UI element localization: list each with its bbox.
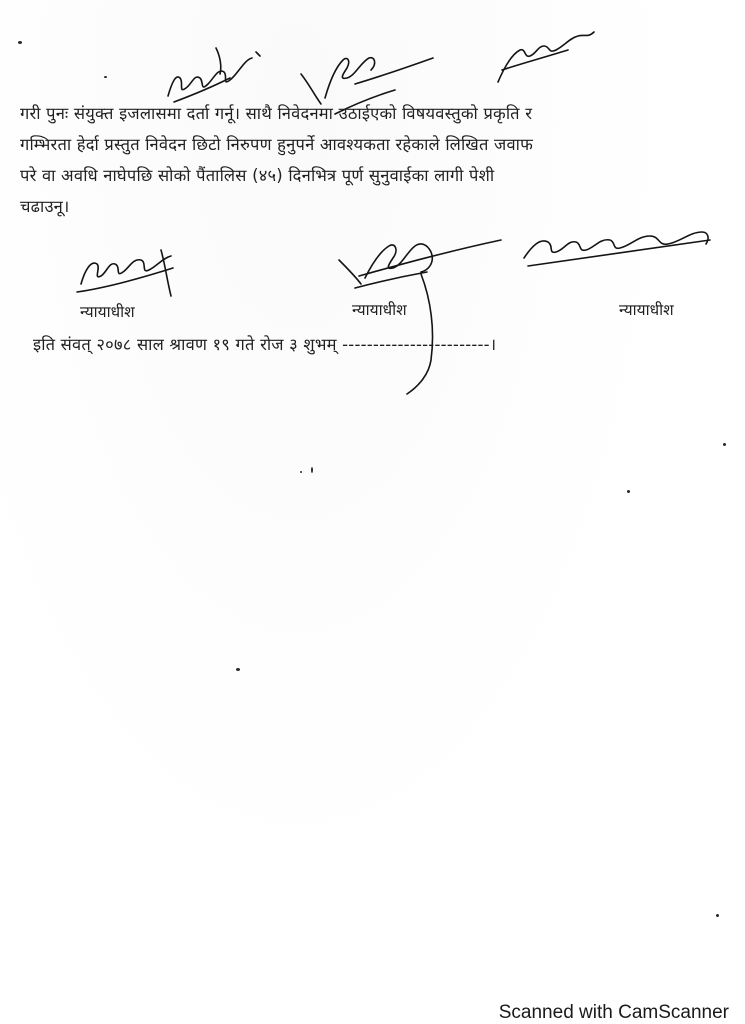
scan-speck (716, 914, 719, 917)
scan-speck (300, 471, 302, 473)
scan-speck (627, 490, 630, 493)
scan-speck (18, 41, 22, 44)
scan-speck (104, 76, 107, 78)
order-line: गम्भिरता हेर्दा प्रस्तुत निवेदन छिटो निरुपण हुनुपर्ने आवश्यकता रहेकाले लिखित जवाफ (20, 135, 534, 154)
date-line: इति संवत् २०७८ साल श्रावण १९ गते रोज ३ शुभम् ------------------------। (33, 335, 497, 354)
judge-label-2: न्यायाधीश (352, 301, 407, 319)
judge-signature-1 (75, 240, 190, 302)
order-line: गरी पुनः संयुक्त इजलासमा दर्ता गर्नू। साथै निवेदनमा उठाईएको विषयवस्तुको प्रकृति र (20, 104, 533, 123)
order-paragraph (20, 98, 710, 222)
scan-speck (236, 668, 240, 671)
order-line: चढाउनू। (20, 197, 70, 216)
order-line: परे वा अवधि नाघेपछि सोको पैंतालिस (४५) दिनभित्र पूर्ण सुनुवाईका लागी पेशी (20, 166, 495, 185)
judge-label-1: न्यायाधीश (80, 303, 135, 321)
judge-signature-3 (520, 222, 715, 274)
scan-speck (311, 467, 313, 473)
judge-label-3: न्यायाधीश (619, 301, 674, 319)
scanner-watermark: Scanned with CamScanner (498, 1002, 729, 1023)
scan-speck (723, 443, 726, 446)
initial-signature-3 (490, 24, 600, 94)
